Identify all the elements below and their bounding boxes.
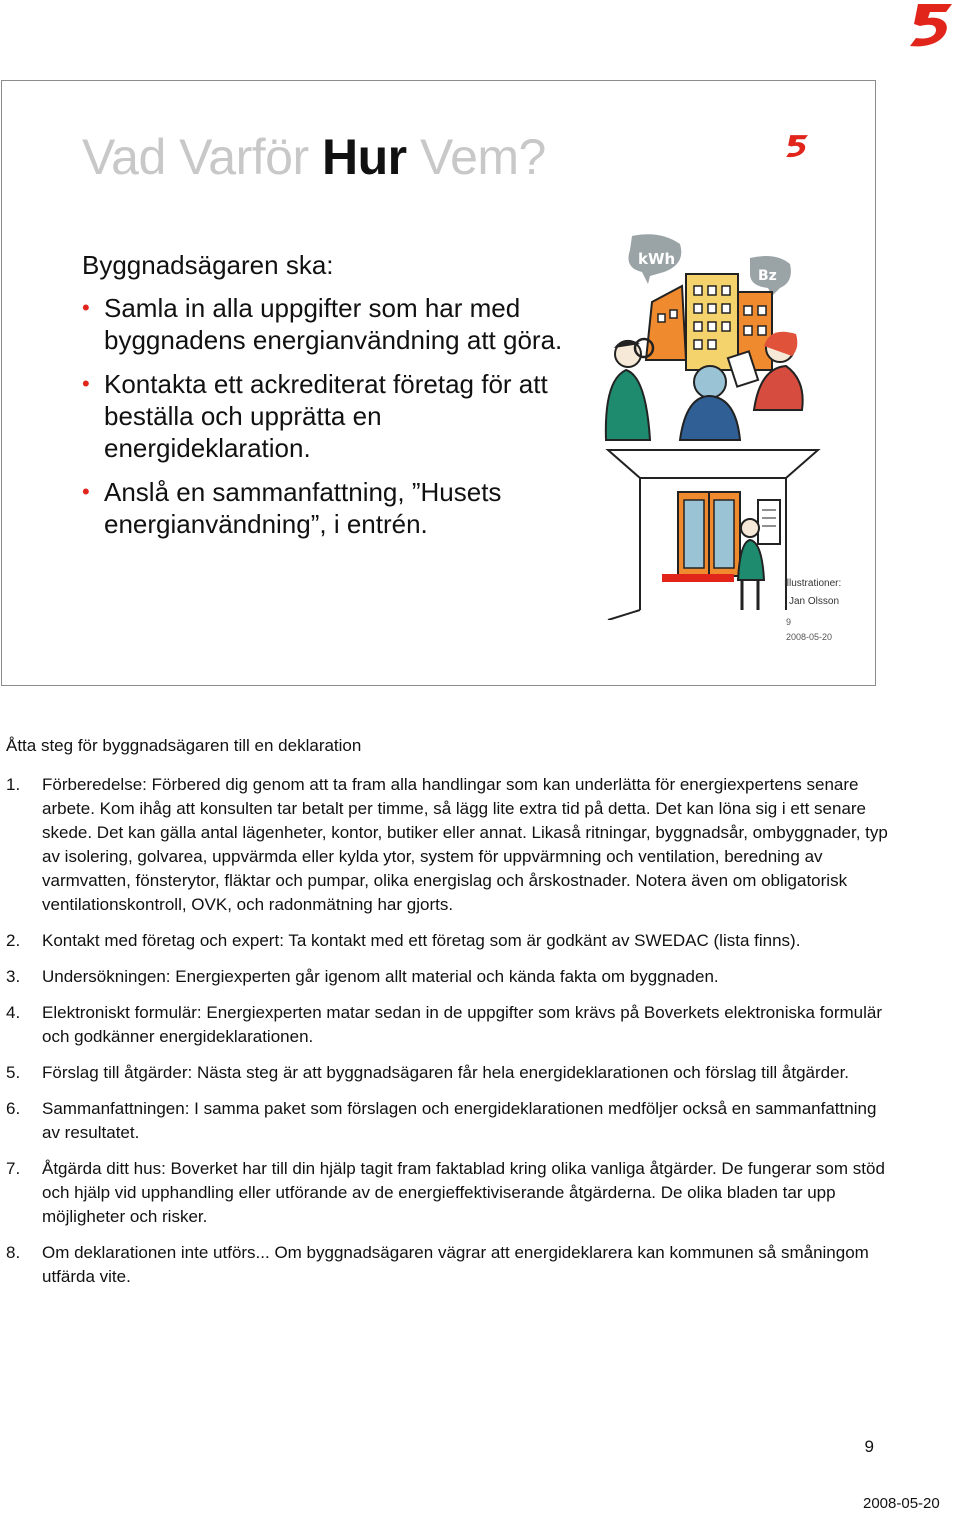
step-item: 7. Åtgärda ditt hus: Boverket har till din hjälp tagit fram faktablad kring olika vanliga åtgärder. De fungerar som stöd och hjälp vid upphandling eller utförande av de energieffektiviserande åtgärderna. De olika bladen tar upp möjligheter och risker.: [6, 1159, 885, 1226]
bullet-dot-icon: •: [82, 479, 90, 504]
bullet-item: • Kontakta ett ackrediterat företag för att beställa och upprätta en energideklaration.: [82, 369, 548, 463]
step-item: 2. Kontakt med företag och expert: Ta kontakt med ett företag som är godkänt av SWEDAC (lista finns).: [6, 931, 801, 950]
slide-title: Vad Varför Hur Vem?: [82, 129, 546, 185]
svg-text:Bz: Bz: [758, 268, 777, 284]
bullet-dot-icon: •: [82, 295, 90, 320]
step-item: 6. Sammanfattningen: I samma paket som förslagen och energideklarationen medföljer också en sammanfattning av resultatet.: [6, 1099, 877, 1142]
page-date: 2008-05-20: [863, 1495, 940, 1512]
building-illustration: [590, 230, 830, 620]
slide-number: 9: [786, 617, 792, 627]
slide-title-highlight: Hur: [321, 129, 407, 185]
slide-logo-icon: [784, 134, 810, 158]
bullet-item: • Anslå en sammanfattning, ”Husets energianvändning”, i entrén.: [82, 477, 502, 539]
red-swoosh-logo-icon: [906, 2, 956, 48]
slide-date: 2008-05-20: [786, 632, 833, 642]
step-item: 3. Undersökningen: Energiexperten går igenom allt material och kända fakta om byggnaden.: [6, 967, 719, 986]
notes-heading: Åtta steg för byggnadsägaren till en deklaration: [6, 736, 362, 755]
bullet-item: • Samla in alla uppgifter som har med byggnadens energianvändning att göra.: [82, 293, 563, 355]
bullets-heading: Byggnadsägaren ska:: [82, 250, 334, 280]
svg-text:kWh: kWh: [638, 250, 676, 268]
step-item: 5. Förslag till åtgärder: Nästa steg är att byggnadsägaren får hela energideklarationen och förslag till åtgärder.: [6, 1063, 850, 1082]
step-item: 8. Om deklarationen inte utförs... Om byggnadsägaren vägrar att energideklarera kan kommunen så småningom utfärda vite.: [6, 1243, 869, 1286]
bullet-dot-icon: •: [82, 371, 90, 396]
step-item: 4. Elektroniskt formulär: Energiexperten matar sedan in de uppgifter som krävs på Boverkets elektroniska formulär och godkänner energideklarationen.: [6, 1003, 882, 1046]
step-item: 1. Förberedelse: Förbered dig genom att ta fram alla handlingar som kan underlätta för energiexpertens senare arbete. Kom ihåg att konsulten tar betalt per timme, så lägg lite extra tid på detta. Det kan löna sig i ett senare skede. Det kan gälla antal lägenheter, kontor, butiker eller annat. Likaså ritningar, byggnadsår, ombyggnader, typ av isolering, golvarea, uppvärmda eller kylda ytor, system för uppvärmning och ventilation, beredning av varmvatten, fönsterytor, fläktar och pumpar, olika energislag och årskostnader. Notera även om obligatorisk ventilationskontroll, OVK, och radonmätning har gjorts.: [6, 775, 888, 914]
kwh-speech-bubble-icon: [629, 234, 682, 284]
b-speech-bubble-icon: [750, 256, 791, 296]
bullet-list: [82, 292, 582, 552]
illustration-credit-name: Jan Olsson: [789, 596, 840, 607]
illustration-credit-label: Illustrationer:: [784, 578, 842, 589]
steps-list: [6, 773, 896, 1301]
page-number: 9: [864, 1437, 874, 1456]
